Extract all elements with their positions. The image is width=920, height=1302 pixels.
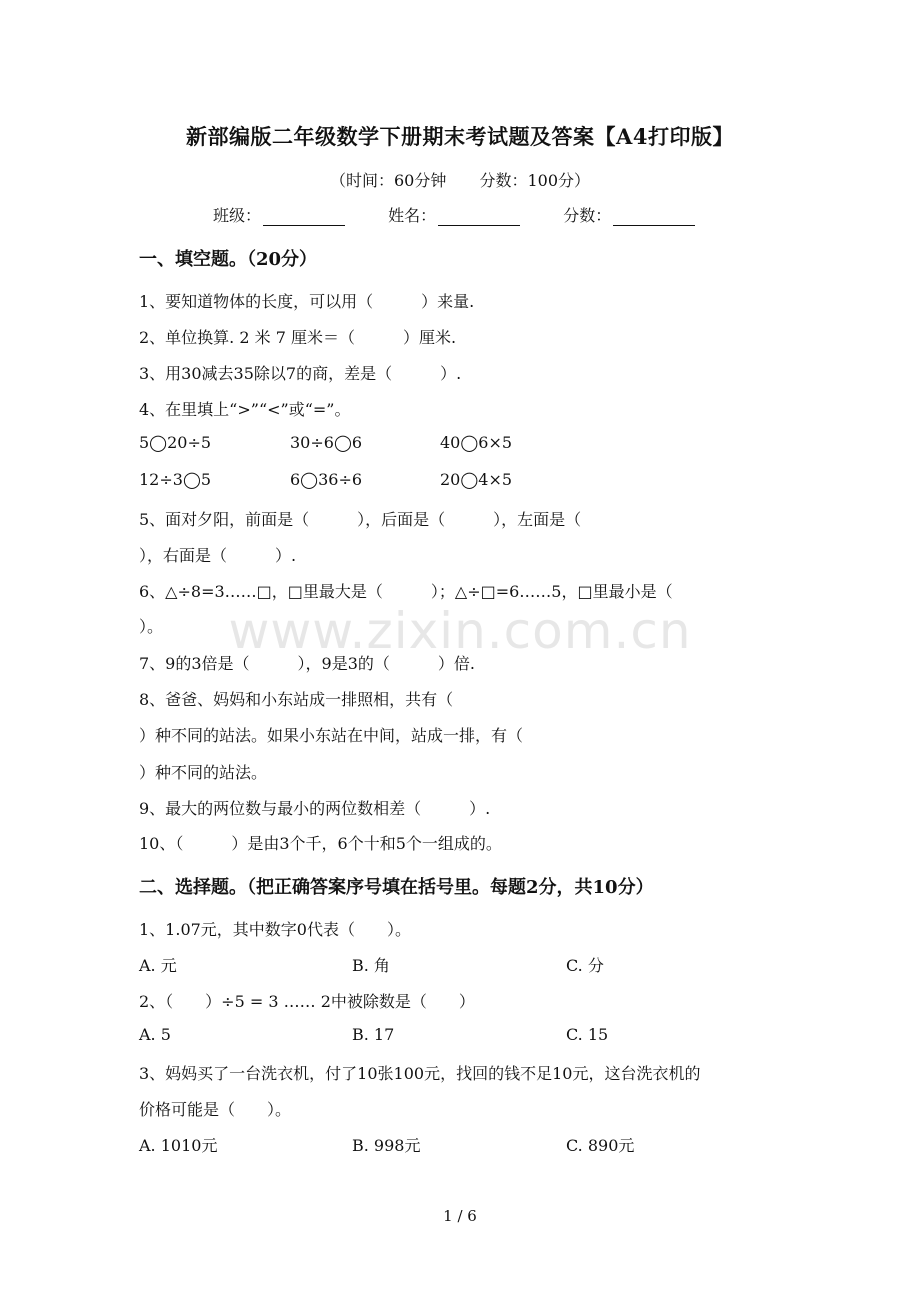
class-field: [213, 203, 345, 226]
score-info: 分数：100分）: [479, 171, 590, 190]
page-number: 1 / 6: [443, 1207, 477, 1225]
compare-item: 6◯36÷6: [290, 470, 363, 489]
question-1-10: 10、（ ）是由3个千，6个十和5个一组成的。: [139, 834, 502, 853]
question-1-5-line2: ），右面是（ ）.: [139, 546, 297, 565]
class-blank[interactable]: [263, 209, 345, 226]
question-1-5-line1: 5、面对夕阳，前面是（ ），后面是（ ），左面是（: [139, 510, 582, 529]
question-1-3: 3、用30减去35除以7的商，差是（ ）.: [139, 364, 462, 383]
question-1-6-line2: ）。: [139, 617, 164, 636]
name-field: [388, 203, 520, 226]
compare-item: 20◯4×5: [440, 470, 513, 489]
score-field: [563, 203, 695, 226]
class-label: 班级：: [213, 206, 262, 225]
question-1-7: 7、9的3倍是（ ），9是3的（ ）倍.: [139, 654, 475, 673]
option-a: A. 1010元: [139, 1136, 218, 1155]
name-label: 姓名：: [388, 206, 437, 225]
compare-item: 40◯6×5: [440, 433, 513, 452]
exam-meta: [0, 168, 920, 191]
question-1-8-line3: ）种不同的站法。: [139, 763, 268, 782]
score-blank[interactable]: [613, 209, 695, 226]
question-2-3-line2: 价格可能是（ ）。: [139, 1100, 292, 1119]
question-1-6-line1: 6、△÷8=3……□，□里最大是（ ）；△÷□=6……5，□里最小是（: [139, 582, 673, 601]
option-c: C. 分: [566, 956, 604, 975]
compare-item: 12÷3◯5: [139, 470, 212, 489]
question-2-2: 2、（ ）÷5 = 3 …… 2中被除数是（ ）: [139, 992, 475, 1011]
option-b: B. 998元: [352, 1136, 421, 1155]
time-info: （时间：60分钟: [329, 171, 447, 190]
name-blank[interactable]: [438, 209, 520, 226]
option-a: A. 元: [139, 956, 177, 975]
question-2-1: 1、1.07元，其中数字0代表（ ）。: [139, 920, 411, 939]
page-title: 新部编版二年级数学下册期末考试题及答案【A4打印版】: [186, 124, 734, 149]
question-1-9: 9、最大的两位数与最小的两位数相差（ ）.: [139, 799, 491, 818]
compare-item: 5◯20÷5: [139, 433, 212, 452]
question-1-8-line2: ）种不同的站法。如果小东站在中间，站成一排，有（: [139, 726, 524, 745]
option-c: C. 15: [566, 1025, 609, 1044]
score-label: 分数：: [563, 206, 612, 225]
section1-heading: 一、填空题。（20分）: [139, 249, 318, 270]
watermark: www.zixin.com.cn: [228, 602, 692, 660]
option-b: B. 角: [352, 956, 390, 975]
question-2-3-line1: 3、妈妈买了一台洗衣机，付了10张100元，找回的钱不足10元，这台洗衣机的: [139, 1064, 701, 1083]
option-a: A. 5: [139, 1025, 171, 1044]
question-1-2: 2、单位换算. 2 米 7 厘米＝（ ）厘米.: [139, 328, 457, 347]
compare-item: 30÷6◯6: [290, 433, 363, 452]
option-c: C. 890元: [566, 1136, 635, 1155]
option-b: B. 17: [352, 1025, 395, 1044]
section2-heading: 二、选择题。（把正确答案序号填在括号里。每题2分，共10分）: [139, 877, 654, 898]
question-1-1: 1、要知道物体的长度，可以用（ ）来量.: [139, 292, 475, 311]
question-1-8-line1: 8、爸爸、妈妈和小东站成一排照相，共有（: [139, 690, 454, 709]
student-info-line: [213, 203, 733, 226]
question-1-4: 4、在里填上“>”“<”或“=”。: [139, 400, 351, 419]
